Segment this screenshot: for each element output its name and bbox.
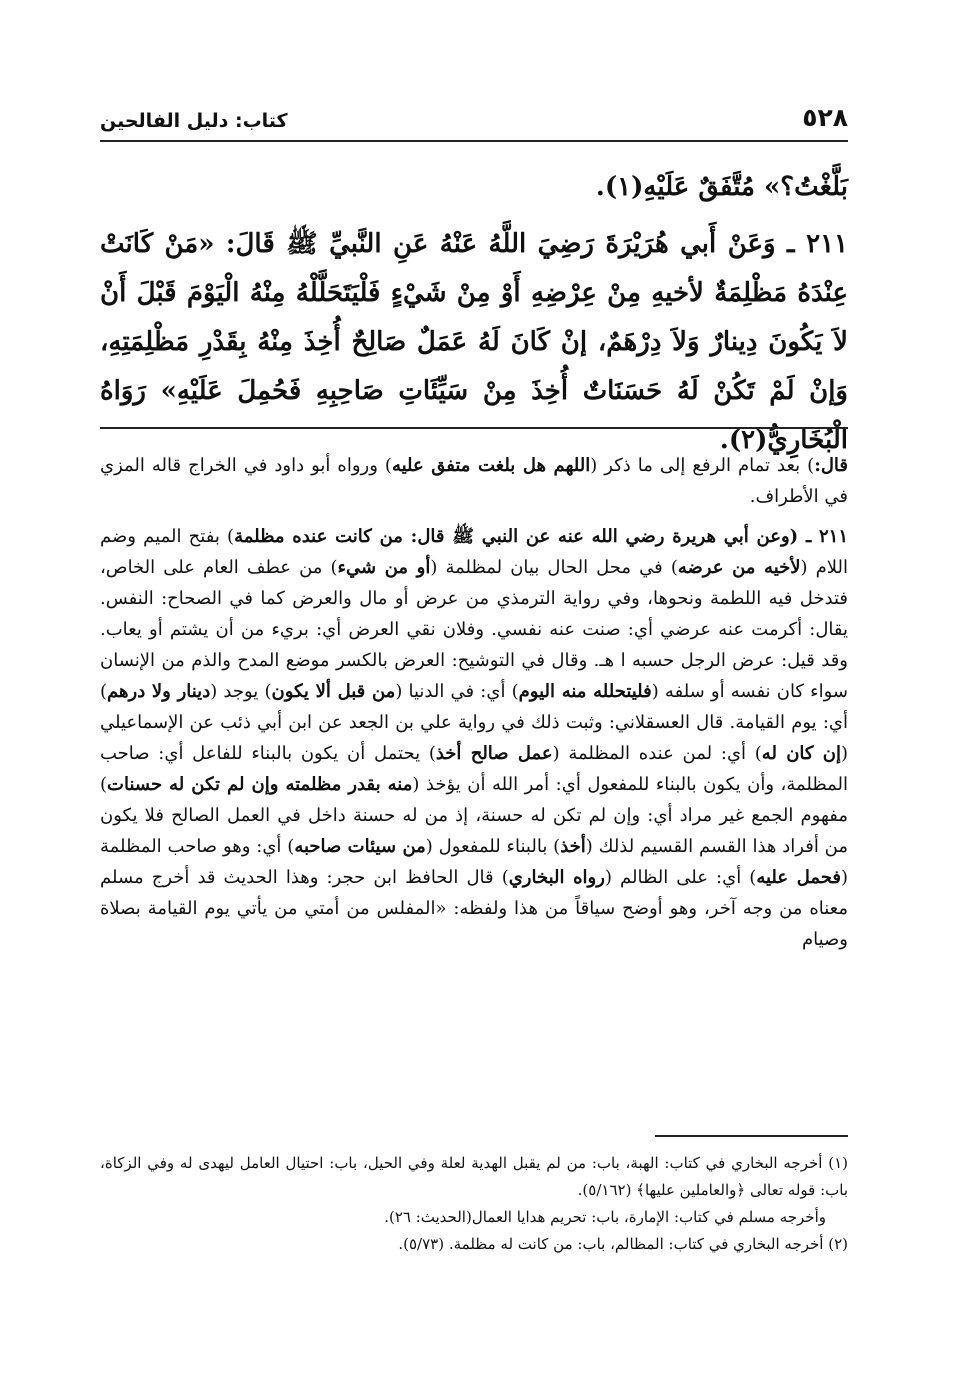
commentary-quoted-phrase: أو من شيء bbox=[337, 557, 431, 578]
commentary-quoted-phrase: من قبل ألا يكون bbox=[271, 681, 396, 702]
commentary-quoted-phrase: عمل صالح أخذ bbox=[435, 743, 553, 764]
commentary-paragraph-2 bbox=[100, 521, 848, 955]
commentary-text: ) مفهوم الجمع غير مراد أي: وإن لم تكن له حسنة، إذ من له حسنة داخل في العمل الصالح فلا يكون من أفراد هذا القسم القسيم لذلك ( bbox=[100, 774, 849, 857]
commentary-divider bbox=[100, 427, 848, 429]
commentary-quoted-phrase: قال: bbox=[814, 455, 848, 476]
previous-hadith-ending: بَلَّغْتُ؟» مُتَّفَقٌ عَلَيْهِ(١). bbox=[595, 172, 848, 202]
footnote-divider bbox=[655, 1135, 848, 1137]
commentary-quoted-phrase: من سيئات صاحبه bbox=[294, 836, 426, 857]
commentary-quoted-phrase: فحمل عليه bbox=[756, 867, 841, 888]
commentary-text: ) أي: يوم القيامة. قال العسقلاني: وثبت ذلك في رواية علي بن الجعد عن ابن أبي ذئب عن الإسماعيلي ( bbox=[100, 681, 849, 764]
footnotes-block bbox=[100, 1150, 848, 1258]
commentary-quoted-phrase: لأخيه من عرضه bbox=[677, 557, 801, 578]
page-number: ٥٢٨ bbox=[802, 103, 848, 132]
footnote-2: (٢) أخرجه البخاري في كتاب: المظالم، باب: من كانت له مظلمة. (٥/٧٣). bbox=[398, 1235, 848, 1253]
commentary-text: ) يوجد ( bbox=[210, 681, 272, 702]
commentary-text: ) بعد تمام الرفع إلى ما ذكر ( bbox=[590, 455, 815, 476]
commentary-quoted-phrase: ٢١١ ـ (وعن أبي هريرة رضي الله عنه عن النبي ﷺ قال: من كانت عنده مظلمة bbox=[234, 526, 848, 547]
hadith-number: ٢١١ ـ bbox=[787, 229, 849, 259]
commentary-quoted-phrase: فليتحلله منه اليوم bbox=[518, 681, 652, 702]
commentary-text: ) في محل الحال بيان لمظلمة ( bbox=[430, 557, 678, 578]
commentary-text: ) أي: على الظالم ( bbox=[604, 867, 757, 888]
footnote-1-continued: وأخرجه مسلم في كتاب: الإمارة، باب: تحريم هدايا العمال(الحديث: ٢٦). bbox=[384, 1208, 826, 1226]
commentary-quoted-phrase: أخذ bbox=[560, 836, 586, 857]
commentary-paragraph-1 bbox=[100, 450, 848, 512]
commentary-text: ) بالبناء للمفعول ( bbox=[425, 836, 561, 857]
page-header bbox=[100, 92, 848, 132]
book-title: كتاب: دليل الفالحين bbox=[100, 110, 288, 132]
commentary-text: ) قال الحافظ ابن حجر: وهذا الحديث قد أخرج مسلم معناه من وجه آخر، وهو أوضح سياقاً من هذا ولفظه: «المفلس من أمتي من يأتي يوم القيامة بصلاة وصيام bbox=[100, 867, 848, 950]
commentary-block bbox=[100, 450, 848, 955]
hadith-body: وَعَنْ أَبي هُرَيْرَةَ رَضِيَ اللَّهُ عَنْهُ عَنِ النَّبيِّ ﷺ قَالَ: «مَنْ كَانَتْ عِنْدَهُ مَظْلِمَةٌ لأخيهِ مِنْ عِرْضِهِ أَوْ مِنْ شَيْءٍ فَلْيَتَحَلَّلْهُ مِنْهُ الْيَوْمَ قَبْلَ أَنْ لاَ يَكُونَ دِينارٌ وَلاَ دِرْهَمٌ، إنْ كَانَ لَهُ عَمَلٌ صَالِحٌ أُخِذَ مِنْهُ بِقَدْرِ مَظْلِمَتِهِ، وَإنْ لَمْ تَكُنْ لَهُ حَسَنَاتٌ أُخِذَ مِنْ سَيِّئَاتِ صَاحِبِهِ فَحُمِلَ عَلَيْهِ» رَوَاهُ الْبُخَارِيُّ(٢). bbox=[100, 229, 848, 455]
commentary-text: ) أي: في الدنيا ( bbox=[395, 681, 519, 702]
commentary-quoted-phrase: اللهم هل بلغت متفق عليه bbox=[391, 455, 591, 476]
commentary-text: ) أي: لمن عنده المظلمة ( bbox=[552, 743, 762, 764]
header-divider bbox=[100, 140, 848, 142]
hadith-text-block bbox=[100, 163, 848, 465]
footnote-1: (١) أخرجه البخاري في كتاب: الهبة، باب: من لم يقبل الهدية لعلة وفي الحيل، باب: احتيال العامل ليهدى له وفي الزكاة، باب: قوله تعالى ﴿والعاملين عليها﴾ (٥/١٦٢). bbox=[100, 1154, 848, 1199]
commentary-text: ) بفتح الميم وضم اللام ( bbox=[100, 526, 848, 578]
commentary-quoted-phrase: دينار ولا درهم bbox=[107, 681, 211, 702]
commentary-text: ) ورواه أبو داود في الخراج قاله المزي في الأطراف. bbox=[100, 455, 848, 507]
commentary-quoted-phrase: منه بقدر مظلمته وإن لم تكن له حسنات bbox=[107, 774, 413, 795]
commentary-quoted-phrase: إن كان له bbox=[761, 743, 841, 764]
commentary-text: ) يحتمل أن يكون بالبناء للفاعل أي: صاحب المظلمة، وأن يكون بالبناء للمفعول أي: أمر الله أن يؤخذ ( bbox=[100, 743, 848, 795]
commentary-text: ) أي: وهو صاحب المظلمة ( bbox=[100, 836, 848, 888]
commentary-text: ) من عطف العام على الخاص، فتدخل فيه اللطمة ونحوها، وفي رواية الترمذي من عرض أو مال والعرض كما في الصحاح: النفس. يقال: أكرمت عنه عرضي أي: صنت عنه نفسي. وفلان نقي العرض أي: بريء من أن يشتم أو يعاب. وقد قيل: عرض الرجل حسبه ا هـ. وقال في التوشيح: العرض بالكسر موضع المدح والذم من الإنسان سواء كان نفسه أو سلفه ( bbox=[100, 557, 848, 702]
commentary-quoted-phrase: رواه البخاري bbox=[508, 867, 605, 888]
